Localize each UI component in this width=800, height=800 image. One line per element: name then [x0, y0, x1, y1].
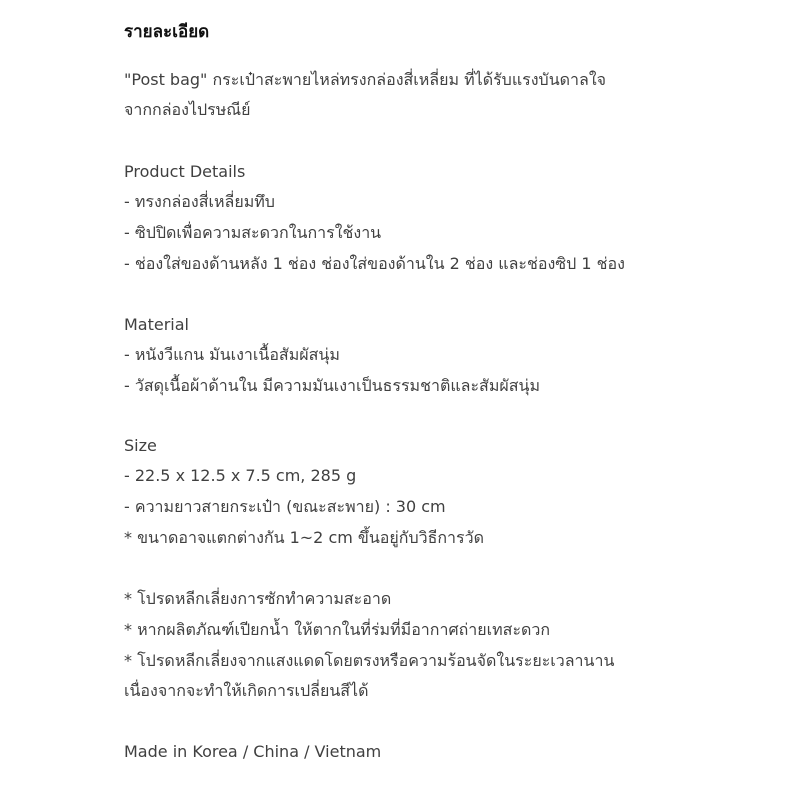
material-item: - หนังวีแกน มันเงาเนื้อสัมผัสนุ่ม: [124, 345, 340, 364]
product-details-heading: Product Details: [124, 162, 246, 181]
origin-text: Made in Korea / China / Vietnam: [124, 742, 382, 761]
size-item: - 22.5 x 12.5 x 7.5 cm, 285 g: [124, 466, 357, 485]
care-note: * หากผลิตภัณฑ์เปียกน้ำ ให้ตากในที่ร่มที่มีอากาศถ่ายเทสะดวก: [124, 620, 551, 639]
intro-line: จากกล่องไปรษณีย์: [124, 100, 251, 119]
intro-line: "Post bag" กระเป๋าสะพายไหล่ทรงกล่องสี่เหลี่ยม ที่ได้รับแรงบันดาลใจ: [124, 70, 607, 89]
size-item: - ความยาวสายกระเป๋า (ขณะสะพาย) : 30 cm: [124, 497, 446, 516]
size-note: * ขนาดอาจแตกต่างกัน 1~2 cm ขึ้นอยู่กับวิธีการวัด: [124, 528, 485, 547]
product-details-item: - ช่องใส่ของด้านหลัง 1 ช่อง ช่องใส่ของด้านใน 2 ช่อง และช่องซิป 1 ช่อง: [124, 254, 625, 273]
care-note: เนื่องจากจะทำให้เกิดการเปลี่ยนสีได้: [124, 681, 369, 700]
care-note: * โปรดหลีกเลี่ยงการซักทำความสะอาด: [124, 589, 392, 608]
product-details-item: - ซิปปิดเพื่อความสะดวกในการใช้งาน: [124, 223, 382, 242]
section-title: รายละเอียด: [124, 22, 210, 42]
material-heading: Material: [124, 315, 189, 334]
care-note: * โปรดหลีกเลี่ยงจากแสงแดดโดยตรงหรือความร้อนจัดในระยะเวลานาน: [124, 651, 615, 670]
material-item: - วัสดุเนื้อผ้าด้านใน มีความมันเงาเป็นธรรมชาติและสัมผัสนุ่ม: [124, 376, 540, 395]
size-heading: Size: [124, 436, 157, 455]
product-details-item: - ทรงกล่องสี่เหลี่ยมทึบ: [124, 192, 275, 211]
